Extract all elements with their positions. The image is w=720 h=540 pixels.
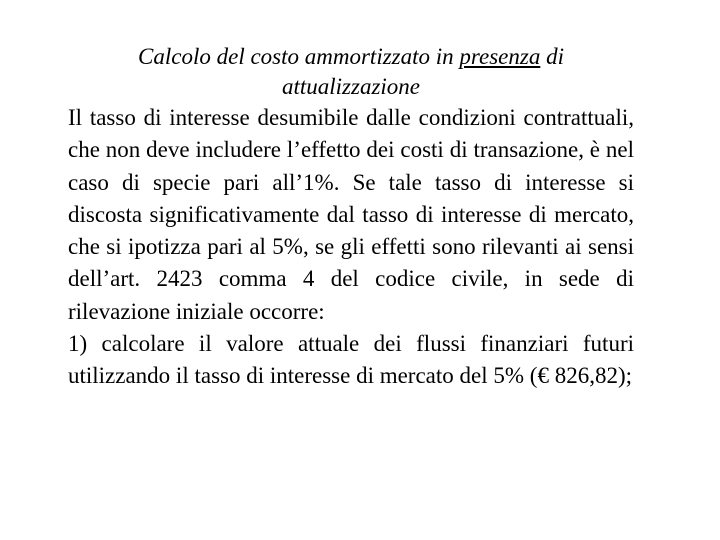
step-one-paragraph: 1) calcolare il valore attuale dei flussi finanziari futuri utilizzando il tasso di interesse di mercato del 5% (€ 826,82); bbox=[68, 331, 634, 389]
slide-content bbox=[68, 42, 634, 393]
title-text-end: di attualizzazione bbox=[281, 44, 564, 99]
title-text-start: Calcolo del costo ammortizzato in bbox=[138, 44, 460, 69]
intro-paragraph: Il tasso di interesse desumibile dalle condizioni contrattuali, che non deve includere l’effetto dei costi di transazione, è nel caso di specie pari all’1%. Se tale tasso di interesse si discosta significativamente dal tasso di interesse di mercato, che si ipotizza pari al 5%, se gli effetti sono rilevanti ai sensi dell’art. 2423 comma 4 del codice civile, in sede di rilevazione iniziale occorre: bbox=[68, 105, 634, 324]
title-underlined-word: presenza bbox=[459, 44, 541, 69]
slide-title bbox=[68, 42, 634, 102]
